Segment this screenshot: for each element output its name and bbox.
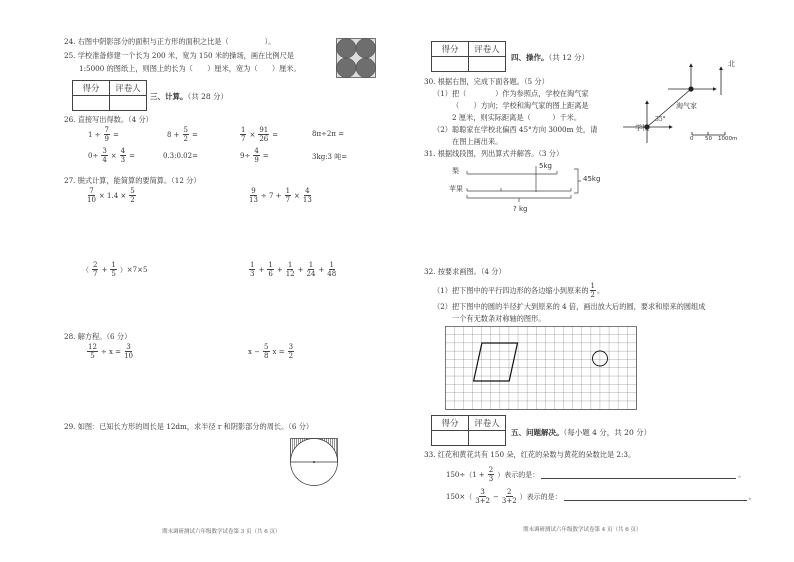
- right-page-footer: 期末调研测试六年级数学试卷第 4 页（共 6 页）: [523, 527, 642, 533]
- grader-cell[interactable]: [110, 96, 147, 111]
- q27-item-3: （ $\frac{2}{7}$ + $\frac{1}{5}$ ）×7×5: [82, 261, 148, 278]
- question-32-2-line1: （2）把下图中的圆的半径扩大到原来的 4 倍，画出放大后的圆，要求和原来的圆组成: [433, 302, 706, 311]
- grader-cell[interactable]: [469, 431, 506, 446]
- question-30-title: 30. 根据右图，完成下面各题。（5 分）: [424, 77, 549, 86]
- q26-item-6: 0.3:0.02=: [163, 152, 198, 160]
- q28-equation-1: $\frac{12}{5}$ ÷ x = $\frac{3}{10}$: [88, 343, 133, 360]
- q26-item-1: 1 ÷ $\frac{7}{9}$ =: [88, 126, 119, 143]
- score-header: 得分: [73, 81, 110, 96]
- q26-item-2: 8 + $\frac{5}{2}$ =: [167, 126, 198, 143]
- home-label: 淘气家: [676, 102, 697, 110]
- difference-label: 5kg: [539, 162, 552, 170]
- grader-header: 评卷人: [110, 81, 147, 96]
- score-cell[interactable]: [432, 431, 469, 446]
- rectangle-circle-figure: [290, 438, 340, 488]
- pear-label: 梨: [452, 167, 459, 175]
- drawing-grid[interactable]: [445, 326, 640, 410]
- grader-cell[interactable]: [469, 57, 506, 72]
- question-32-2-line2: 一个有无数条对称轴的图形。: [452, 314, 546, 323]
- question-25-line1: 25. 学校准备修建一个长为 200 米，宽为 150 米的操场，画在比例尺是: [64, 51, 294, 60]
- q26-item-8: 3kg:3 吨=: [312, 153, 348, 161]
- unknown-total-label: ? kg: [513, 205, 528, 213]
- scale-label-0: 0: [690, 136, 694, 142]
- scale-label-1000m: 1000m: [718, 136, 738, 142]
- question-31-title: 31. 根据线段图，列出算式并解答。（3 分）: [424, 149, 564, 158]
- score-cell[interactable]: [432, 57, 469, 72]
- question-32-1: （1）把下图中的平行四边形的各边缩小到原来的 $\frac{1}{2}$ 。: [433, 282, 605, 299]
- score-table-section4: [431, 41, 506, 72]
- question-25-line2: 1:5000 的图纸上，则图上的长为（ ）厘米，宽为（ ）厘米。: [79, 64, 301, 73]
- score-table-section3: [72, 80, 147, 111]
- question-30-1-line1: （1）把（ ）作为参照点，学校在淘气家: [433, 89, 589, 98]
- q26-item-5: 0÷ $\frac{3}{4}$ × $\frac{4}{3}$ =: [88, 147, 136, 164]
- answer-blank-a[interactable]: [541, 470, 736, 479]
- q26-item-7: 9÷ $\frac{4}{9}$ =: [240, 147, 269, 164]
- q27-item-1: $\frac{7}{10}$ × 1.4 × $\frac{5}{2}$: [87, 187, 135, 204]
- total-label: 45kg: [583, 175, 601, 183]
- score-header: 得分: [432, 42, 469, 57]
- score-table-section5: [431, 415, 506, 446]
- section4-heading: 四、操作。（共 12 分）: [511, 53, 590, 62]
- north-label: 北: [728, 60, 735, 68]
- section3-heading: 三、计算。（共 28 分）: [150, 92, 229, 101]
- question-28-title: 28. 解方程。（6 分）: [64, 332, 132, 341]
- grader-header: 评卷人: [469, 42, 506, 57]
- square-four-circles-figure: [336, 38, 376, 78]
- apple-label: 苹果: [449, 185, 463, 193]
- question-30-2-line2: 在图上画出来。: [452, 137, 503, 146]
- school-label: 学校: [635, 124, 649, 132]
- q28-equation-2: x − $\frac{5}{8}$ x = $\frac{3}{2}$: [248, 343, 294, 360]
- question-33-a: 150÷（1 + $\frac{2}{3}$ ）表示的是： 。: [446, 466, 746, 483]
- question-32-title: 32. 按要求画图。（4 分）: [424, 267, 506, 276]
- q27-item-2: $\frac{9}{13}$ ÷ 7 + $\frac{1}{7}$ × $\frac{4}{13}$: [249, 187, 312, 204]
- question-24: 24. 右图中阴影部分的面积与正方形的面积之比是（ ）。: [64, 37, 276, 46]
- question-33-title: 33. 红花和黄花共有 150 朵，红花的朵数与黄花的朵数比是 2:3。: [424, 450, 636, 459]
- score-header: 得分: [432, 416, 469, 431]
- score-cell[interactable]: [73, 96, 110, 111]
- question-27-title: 27. 脱式计算，能简算的要简算。（12 分）: [64, 176, 201, 185]
- left-page-footer: 期末调研测试六年级数学试卷第 3 页（共 6 页）: [162, 529, 281, 535]
- answer-blank-b[interactable]: [564, 492, 747, 501]
- question-30-1-line3: 2 厘米，则实际距离是（ ）千米。: [452, 113, 582, 122]
- q26-item-3: $\frac{1}{7}$ × $\frac{91}{26}$ =: [241, 126, 279, 143]
- question-30-1-line2: （ ）方向；学校和淘气家的图上距离是: [452, 101, 589, 110]
- q27-item-4: $\frac{1}{3}$ + $\frac{1}{6}$ + $\frac{1}{12}$ + $\frac{1}{24}$ + $\frac{1}{48}$: [250, 261, 337, 278]
- grader-header: 评卷人: [469, 416, 506, 431]
- question-26-title: 26. 直接写出得数。（4 分）: [64, 115, 153, 124]
- q26-item-4: 8π÷2π =: [312, 130, 345, 138]
- section5-heading: 五、问题解决。（每小题 4 分，共 20 分）: [511, 428, 652, 437]
- question-33-b: 150×（ $\frac{3}{3+2}$ − $\frac{2}{3+2}$ ）表示的是： 。: [446, 488, 756, 505]
- question-30-2-line1: （2）聪聪家在学校北偏西 45°方向 3000m 处，请: [433, 125, 598, 134]
- question-29: 29. 如图：已知长方形的周长是 12dm，求半径 r 和阴影部分的周长。（6 分）: [64, 422, 314, 431]
- scale-label-50: 50: [705, 136, 712, 142]
- angle-label: 35°: [655, 116, 666, 123]
